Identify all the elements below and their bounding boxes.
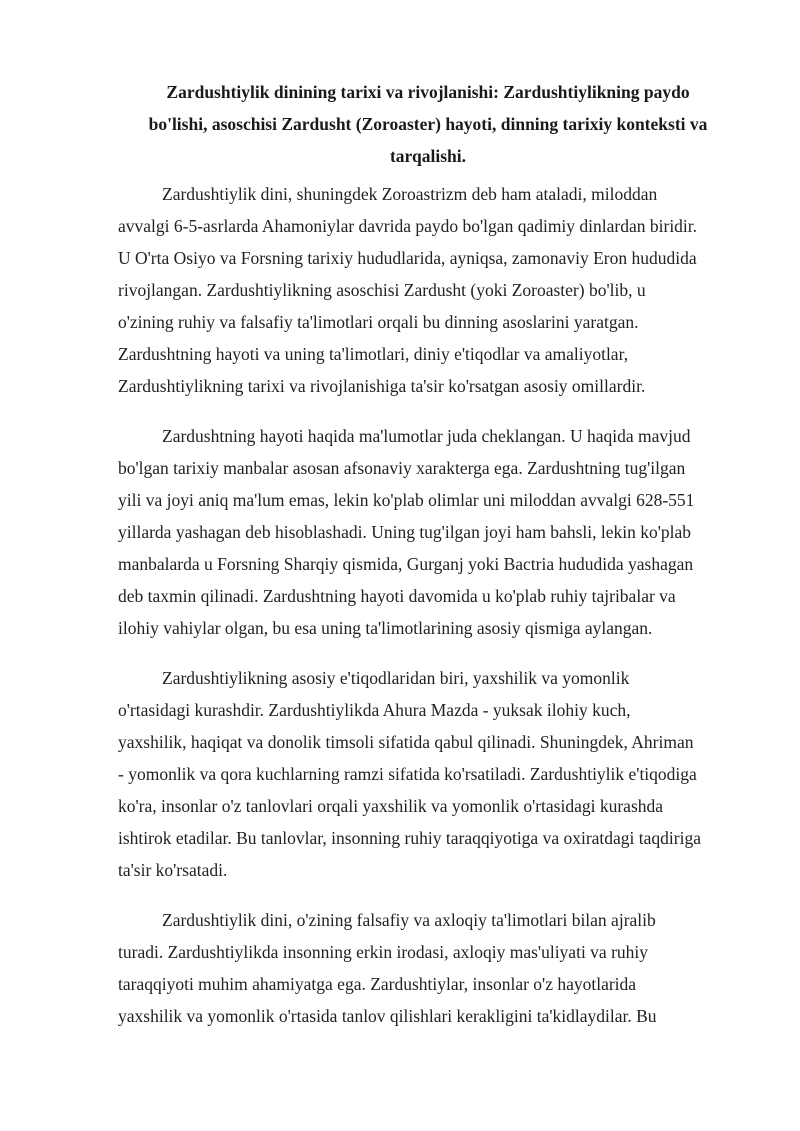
title-line: tarqalishi. bbox=[389, 146, 466, 166]
paragraph-line: Zardushtning hayoti haqida ma'lumotlar juda cheklangan. U haqida mavjud bbox=[162, 426, 691, 446]
paragraph-line: ko'ra, insonlar o'z tanlovlari orqali yaxshilik va yomonlik o'rtasidagi kurashda bbox=[118, 796, 664, 816]
paragraph-line: - yomonlik va qora kuchlarning ramzi sifatida ko'rsatiladi. Zardushtiylik e'tiqodiga bbox=[118, 764, 697, 784]
paragraph-line: ta'sir ko'rsatadi. bbox=[118, 860, 228, 880]
paragraph-line: yaxshilik va yomonlik o'rtasida tanlov qilishlari kerakligini ta'kidlaydilar. Bu bbox=[118, 1006, 657, 1026]
paragraph-line: bo'lgan tarixiy manbalar asosan afsonaviy xarakterga ega. Zardushtning tug'ilgan bbox=[118, 458, 686, 478]
paragraph-line: deb taxmin qilinadi. Zardushtning hayoti davomida u ko'plab ruhiy tajribalar va bbox=[118, 586, 676, 606]
paragraph-line: avvalgi 6-5-asrlarda Ahamoniylar davrida paydo bo'lgan qadimiy dinlardan biridir. bbox=[118, 216, 698, 236]
paragraph-line: ishtirok etadilar. Bu tanlovlar, insonning ruhiy taraqqiyotiga va oxiratdagi taqdiriga bbox=[118, 828, 701, 848]
paragraph-line: Zardushtiylikning asosiy e'tiqodlaridan biri, yaxshilik va yomonlik bbox=[162, 668, 630, 688]
paragraph-line: taraqqiyoti muhim ahamiyatga ega. Zardushtiylar, insonlar o'z hayotlarida bbox=[118, 974, 637, 994]
title-line: Zardushtiylik dinining tarixi va rivojlanishi: Zardushtiylikning paydo bbox=[166, 82, 690, 102]
paragraph-line: Zardushtiylik dini, shuningdek Zoroastrizm deb ham ataladi, miloddan bbox=[162, 184, 658, 204]
paragraph-line: Zardushtiylik dini, o'zining falsafiy va axloqiy ta'limotlari bilan ajralib bbox=[162, 910, 656, 930]
document-body bbox=[118, 178, 742, 1050]
paragraph-line: o'rtasidagi kurashdir. Zardushtiylikda Ahura Mazda - yuksak ilohiy kuch, bbox=[118, 700, 631, 720]
paragraph-line: U O'rta Osiyo va Forsning tarixiy hududlarida, ayniqsa, zamonaviy Eron hududida bbox=[118, 248, 697, 268]
paragraph-line: o'zining ruhiy va falsafiy ta'limotlari orqali bu dinning asoslarini yaratgan. bbox=[118, 312, 639, 332]
paragraph-2 bbox=[118, 420, 742, 644]
paragraph-line: rivojlangan. Zardushtiylikning asoschisi Zardusht (yoki Zoroaster) bo'lib, u bbox=[118, 280, 646, 300]
paragraph-3 bbox=[118, 662, 742, 886]
document-title bbox=[118, 76, 738, 172]
paragraph-line: turadi. Zardushtiylikda insonning erkin irodasi, axloqiy mas'uliyati va ruhiy bbox=[118, 942, 649, 962]
paragraph-line: yillarda yashagan deb hisoblashadi. Uning tug'ilgan joyi ham bahsli, lekin ko'plab bbox=[118, 522, 692, 542]
title-line: bo'lishi, asoschisi Zardusht (Zoroaster) hayoti, dinning tarixiy konteksti va bbox=[148, 114, 708, 134]
paragraph-line: Zardushtning hayoti va uning ta'limotlari, diniy e'tiqodlar va amaliyotlar, bbox=[118, 344, 629, 364]
paragraph-4 bbox=[118, 904, 742, 1032]
paragraph-line: yaxshilik, haqiqat va donolik timsoli sifatida qabul qilinadi. Shuningdek, Ahriman bbox=[118, 732, 694, 752]
paragraph-line: Zardushtiylikning tarixi va rivojlanishiga ta'sir ko'rsatgan asosiy omillardir. bbox=[118, 376, 646, 396]
paragraph-line: manbalarda u Forsning Sharqiy qismida, Gurganj yoki Bactria hududida yashagan bbox=[118, 554, 694, 574]
paragraph-line: ilohiy vahiylar olgan, bu esa uning ta'limotlarining asosiy qismiga aylangan. bbox=[118, 618, 653, 638]
paragraph-line: yili va joyi aniq ma'lum emas, lekin ko'plab olimlar uni miloddan avvalgi 628-551 bbox=[118, 490, 695, 510]
paragraph-1 bbox=[118, 178, 742, 402]
